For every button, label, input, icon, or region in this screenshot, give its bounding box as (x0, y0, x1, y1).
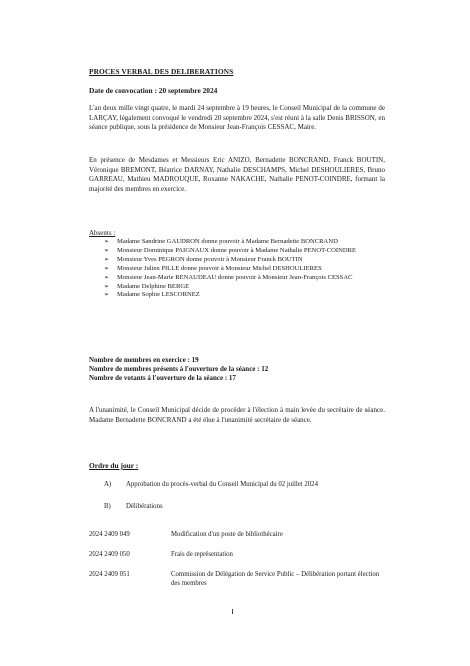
absents-label: Absents : (89, 229, 116, 237)
count-exercice: Nombre de membres en exercice : 19 (89, 356, 199, 364)
agenda-point-a (104, 481, 318, 488)
absents-list (104, 238, 384, 300)
absent-item: ➢ Monsieur Dominique PAIGNAUX donne pouvoir à Madame Nathalie PENOT-COINDRE (104, 247, 384, 256)
agenda-point-letter: B) (104, 503, 111, 510)
agenda-point-b (104, 503, 163, 510)
deliberation-title: Frais de représentation (171, 551, 233, 558)
absent-item: ➢ Monsieur Julien PILLE donne pouvoir à Monsieur Michel DESHOULIERES (104, 265, 384, 274)
deliberation-number: 2024 2409 051 (89, 571, 130, 578)
absent-item: ➢ Madame Delphine BERGE (104, 283, 384, 292)
deliberation-row (89, 570, 385, 588)
absent-item: ➢ Madame Sandrine GAUDRON donne pouvoir à Madame Bernadette BONCRAND (104, 238, 384, 247)
page-mark (232, 609, 237, 614)
count-votants: Nombre de votants à l'ouverture de la séance : 17 (89, 374, 236, 383)
ordre-du-jour-heading: Ordre du jour : (89, 461, 139, 470)
absent-item: ➢ Madame Sophie LESCORNEZ (104, 291, 384, 300)
intro-paragraph: L'an deux mille vingt quatre, le mardi 24 septembre à 19 heures, le Conseil Municipal de la commune de LARÇAY, légalement convoqué le vendredi 20 septembre 2024, s'est réuni à la salle Denis BRISSON, en séance publique, sous la présidence de Monsieur Jean-François CESSAC, Maire. (89, 104, 385, 132)
secretaire-paragraph: A l'unanimité, le Conseil Municipal décide de procéder à l'élection à main levée du secrétaire de séance. Madame Bernadette BONCRAND a été élue à l'unanimité secrétaire de séance. (89, 406, 385, 424)
agenda-point-text: Délibérations (126, 503, 163, 510)
absent-item: ➢ Monsieur Yves PEGRON donne pouvoir à Monsieur Franck BOUTIN (104, 256, 384, 265)
deliberation-title: Modification d'un poste de bibliothécaire (171, 531, 283, 538)
deliberation-row (89, 550, 385, 559)
deliberation-title: Commission de Délégation de Service Public – Délibération portant élection des membres (171, 571, 380, 587)
agenda-point-letter: A) (104, 481, 112, 488)
agenda-point-text: Approbation du procès-verbal du Conseil Municipal du 02 juillet 2024 (126, 481, 318, 488)
deliberation-row (89, 530, 385, 539)
document-title: PROCES VERBAL DES DELIBERATIONS (89, 67, 234, 76)
convocation-date: Date de convocation : 20 septembre 2024 (89, 86, 218, 95)
count-presents: Nombre de membres présents à l'ouverture de la séance : 12 (89, 365, 269, 374)
absent-item: ➢ Monsieur Jean-Marie RENAUDEAU donne pouvoir à Monsieur Jean-François CESSAC (104, 274, 384, 283)
deliberation-number: 2024 2409 050 (89, 551, 130, 558)
presence-paragraph: En présence de Mesdames et Messieurs Eric ANIZO, Bernadette BONCRAND, Franck BOUTIN, Véronique BREMONT, Béatrice DARNAY, Nathalie DESCHAMPS, Michel DESHOULIERES, Bruno GARREAU, Mathieu MADROUQUE, Roxanne NAKACHE, Nathalie PENOT-COINDRE, formant la majorité des membres en exercice. (89, 156, 385, 193)
member-counts (89, 356, 268, 384)
deliberation-number: 2024 2409 049 (89, 531, 130, 538)
